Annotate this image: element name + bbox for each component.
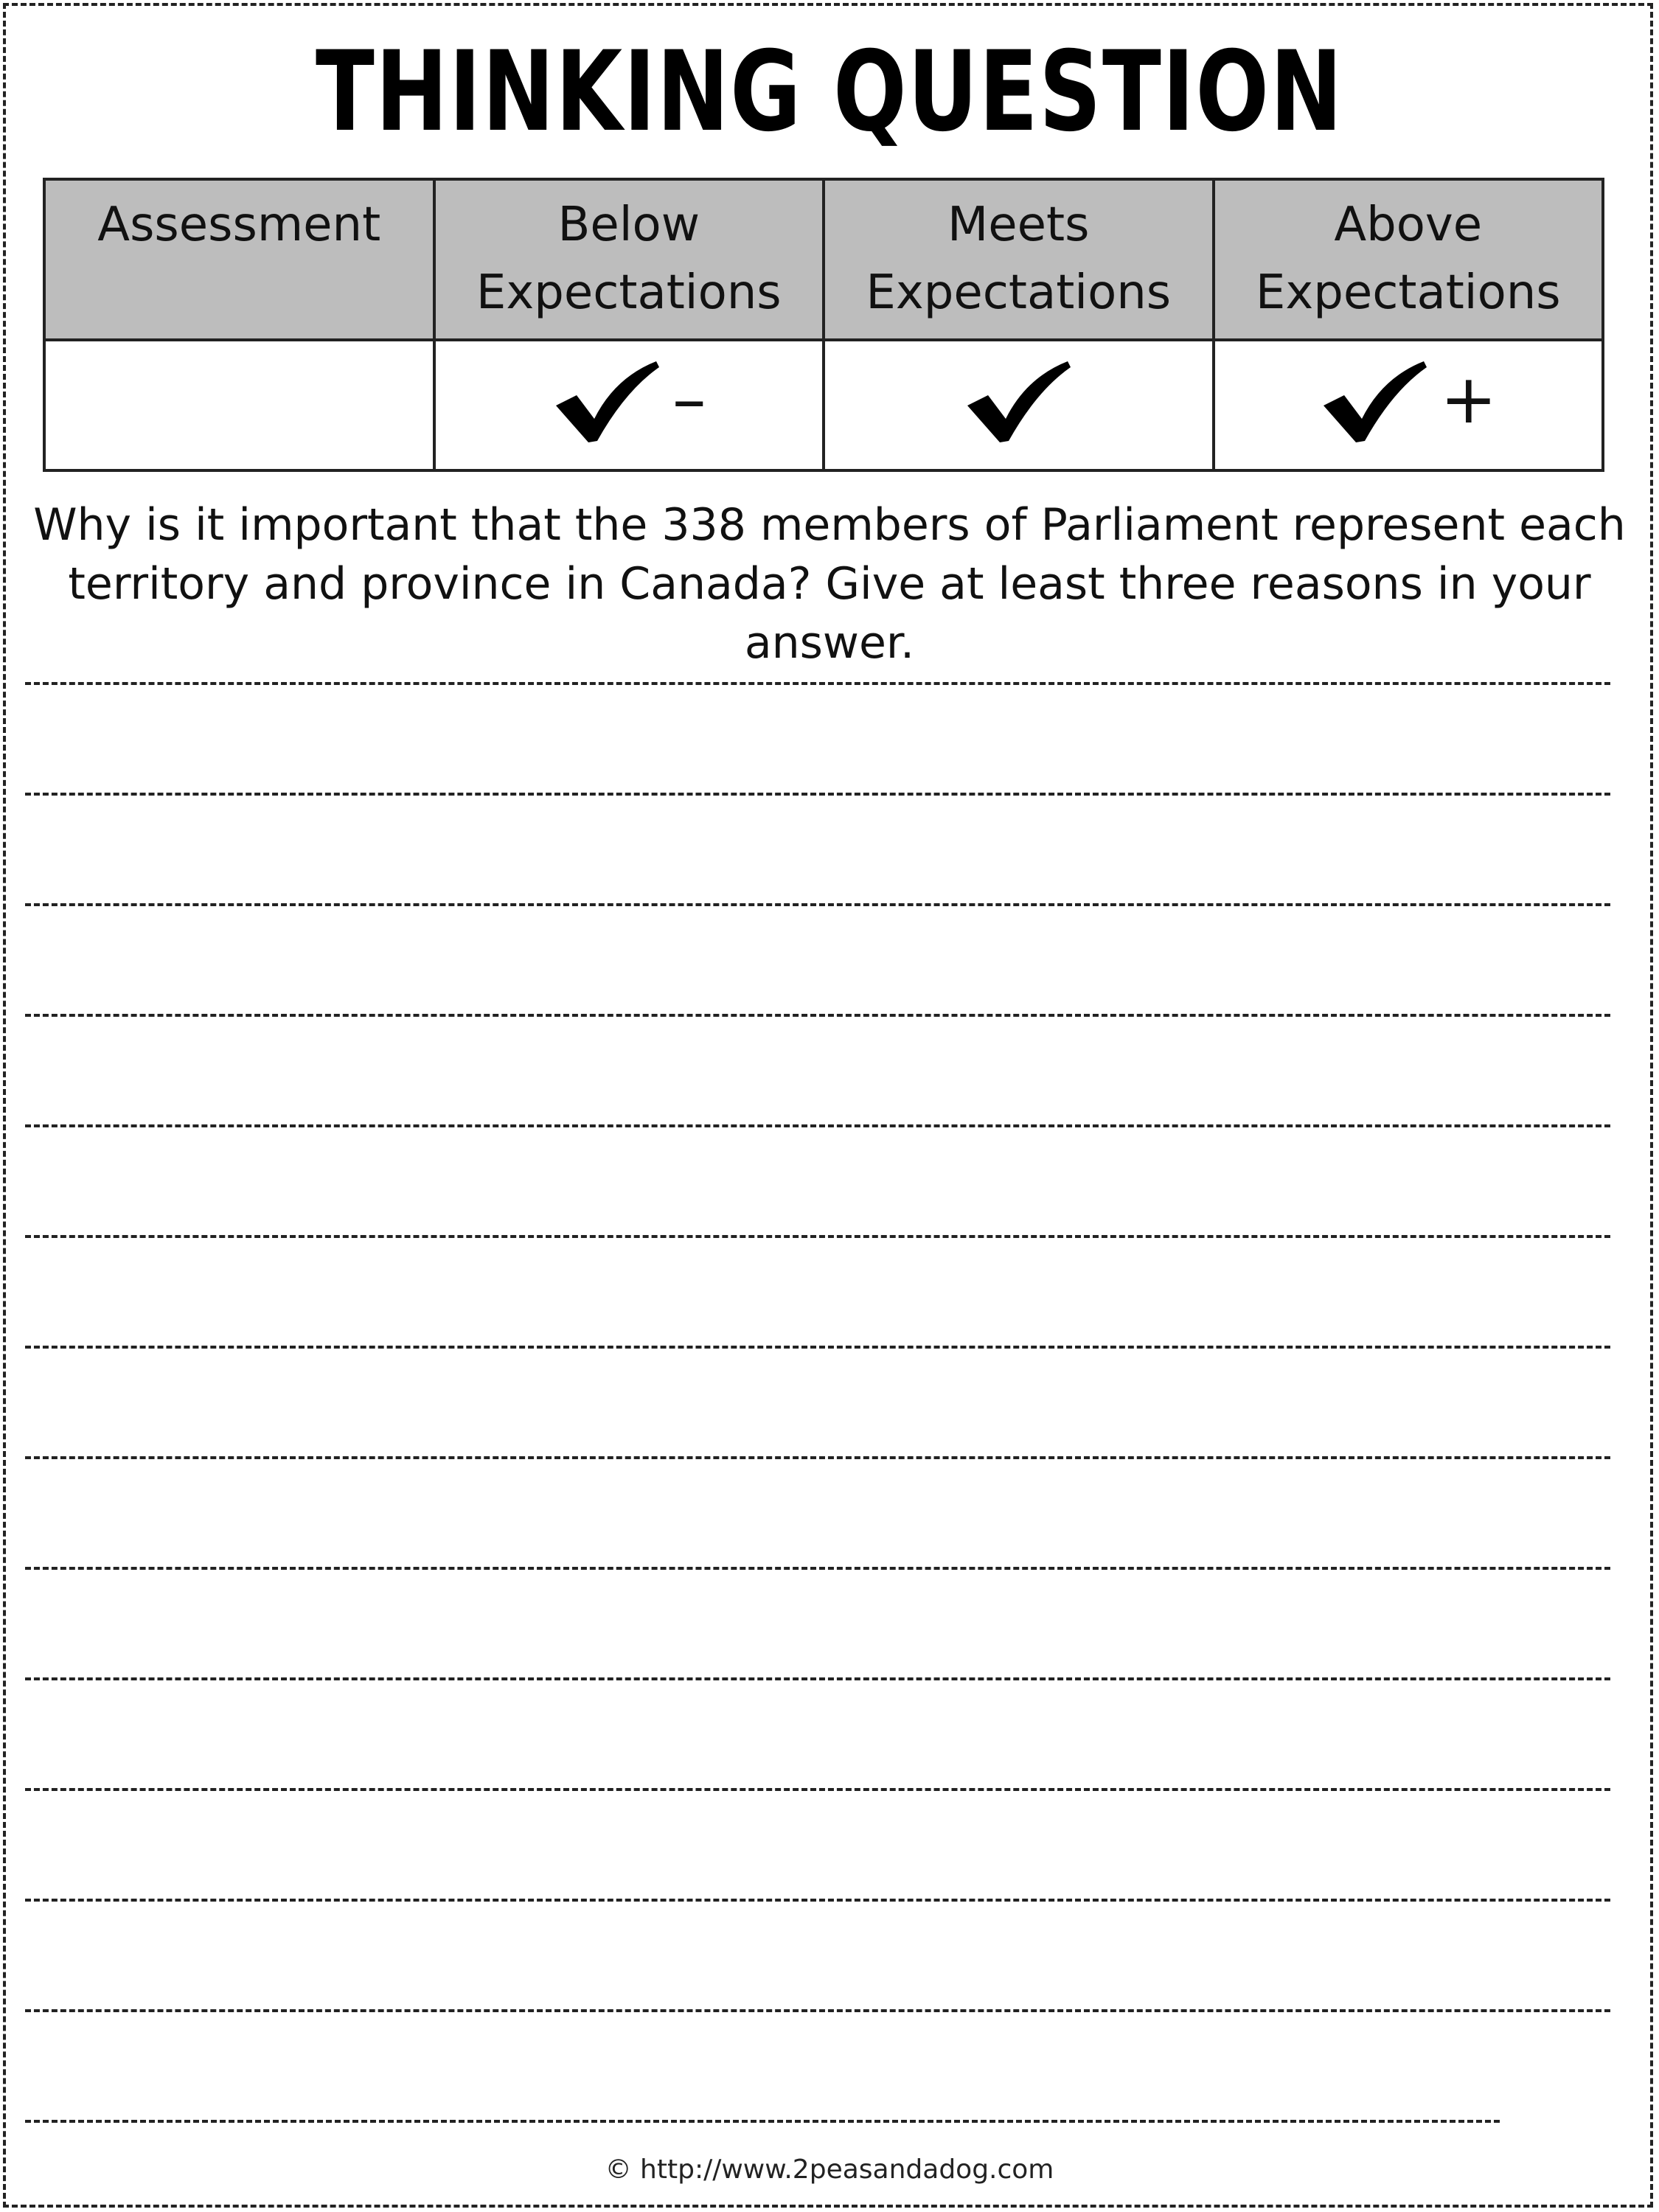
plus-symbol: + bbox=[1440, 359, 1498, 439]
minus-symbol: – bbox=[672, 359, 706, 439]
check-mark-icon bbox=[1319, 355, 1430, 444]
check-mark-icon bbox=[552, 355, 662, 444]
answer-line[interactable] bbox=[25, 1788, 1610, 1791]
rubric-header-row bbox=[44, 179, 1603, 340]
answer-line[interactable] bbox=[25, 1124, 1610, 1127]
assessment-rubric-table bbox=[43, 178, 1604, 472]
rubric-cell-below[interactable] bbox=[434, 340, 824, 470]
rubric-cell-assessment[interactable] bbox=[44, 340, 434, 470]
rubric-header-above: Above Expectations bbox=[1214, 179, 1604, 340]
answer-line[interactable] bbox=[25, 1567, 1610, 1570]
answer-line[interactable] bbox=[25, 2120, 1500, 2123]
copyright-footer: © http://www.2peasandadog.com bbox=[605, 2154, 1054, 2185]
rubric-marks-row bbox=[44, 340, 1603, 470]
rubric-header-below: Below Expectations bbox=[434, 179, 824, 340]
check-minus-mark bbox=[552, 355, 706, 444]
answer-line[interactable] bbox=[25, 793, 1610, 796]
rubric-header-meets: Meets Expectations bbox=[824, 179, 1214, 340]
check-mark-icon bbox=[963, 355, 1074, 444]
answer-line[interactable] bbox=[25, 903, 1610, 906]
rubric-cell-above[interactable] bbox=[1214, 340, 1604, 470]
answer-line[interactable] bbox=[25, 1677, 1610, 1680]
rubric-header-assessment: Assessment bbox=[44, 179, 434, 340]
rubric-cell-meets[interactable] bbox=[824, 340, 1214, 470]
check-plus-mark bbox=[1319, 355, 1497, 444]
check-mark bbox=[963, 355, 1074, 444]
answer-line[interactable] bbox=[25, 682, 1610, 685]
answer-line[interactable] bbox=[25, 1235, 1610, 1238]
answer-line[interactable] bbox=[25, 1014, 1610, 1017]
answer-line[interactable] bbox=[25, 1346, 1610, 1349]
answer-line[interactable] bbox=[25, 1456, 1610, 1459]
answer-line[interactable] bbox=[25, 2009, 1610, 2012]
question-text: Why is it important that the 338 members of Parliament represent each territory and province in Canada? Give at least three reasons in your answer. bbox=[33, 499, 1626, 669]
answer-line[interactable] bbox=[25, 1899, 1610, 1902]
page-title: THINKING QUESTION bbox=[316, 28, 1343, 156]
